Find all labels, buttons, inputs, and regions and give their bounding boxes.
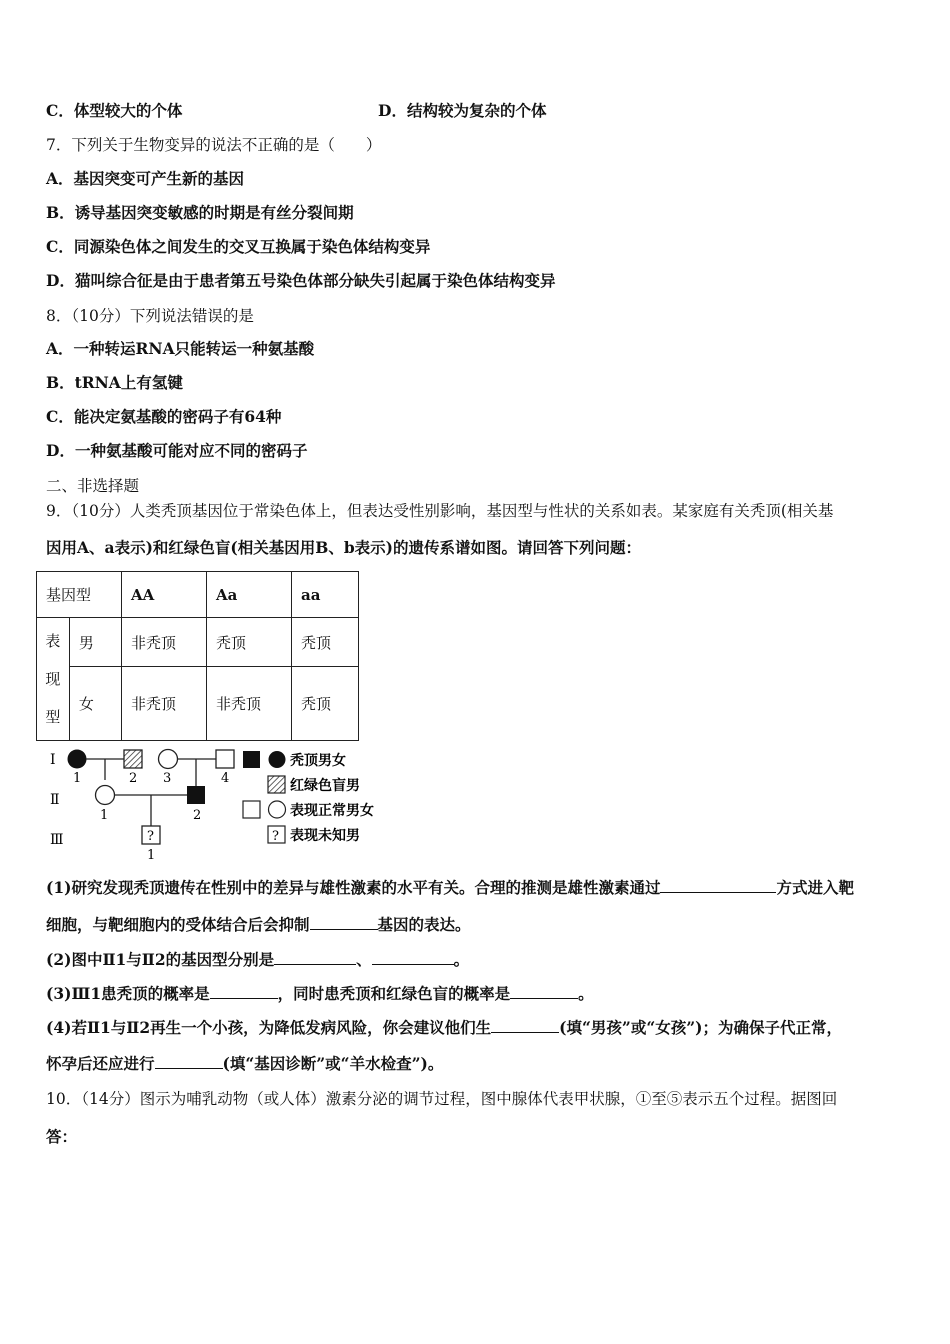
individual-number: 1 [147,848,156,863]
q10-stem-line2: 答： [46,1127,78,1146]
sex-cell: 男 [69,618,121,667]
individual-number: 4 [221,771,230,786]
legend-bald-male-symbol [243,751,260,768]
q7-option-d: D．猫叫综合征是由于患者第五号染色体部分缺失引起属于染色体结构变异 [46,271,556,290]
q6-option-d: D．结构较为复杂的个体 [378,101,547,120]
generation-label-2: Ⅱ [50,792,60,808]
answer-blank[interactable] [491,1018,559,1033]
q8-option-a: A．一种转运RNA只能转运一种氨基酸 [46,339,315,358]
q9-part4-line1 [46,1018,842,1038]
q10-stem-line1: 10．（14分）图示为哺乳动物（或人体）激素分泌的调节过程，图中腺体代表甲状腺，①至⑤表示五个过程。据图回 [46,1090,838,1108]
legend-unknown-label: 表现未知男 [290,828,360,844]
answer-blank[interactable] [510,984,578,999]
answer-blank[interactable] [310,915,378,930]
colorblind-male-symbol [124,750,142,768]
q7-option-a: A．基因突变可产生新的基因 [46,169,245,188]
legend-normal-male-symbol [243,801,260,818]
table-cell: 秃顶 [292,618,359,667]
affected-male-symbol [187,786,205,804]
individual-number: 2 [193,808,202,823]
q9-part4-text: 怀孕后还应进行 [46,1054,155,1073]
legend-normal-female-symbol [269,801,286,818]
q9-part1-text-tail: 方式进入靶 [776,878,854,897]
q8-stem: 8．（10分）下列说法错误的是 [46,307,254,325]
table-header-cell: 基因型 [37,572,122,618]
answer-blank[interactable] [372,950,454,965]
table-cell: 非秃顶 [122,667,207,741]
phenotype-label-cell [37,618,70,741]
normal-female-symbol [159,750,178,769]
individual-number: 1 [100,808,109,823]
period: 。 [453,950,470,969]
table-header-cell: AA [122,572,207,618]
q9-part1-line2 [46,915,471,935]
table-header-cell: aa [292,572,359,618]
q9-part1-text: (1)研究发现秃顶遗传在性别中的差异与雄性激素的水平有关。合理的推测是雄性激素通过 [46,878,661,897]
q9-part4-text-tail: (填“男孩”或“女孩”)；为确保子代正常， [559,1018,842,1037]
q7-option-b: B．诱导基因突变敏感的时期是有丝分裂间期 [46,203,354,222]
individual-number: 2 [129,771,138,786]
q8-option-c: C．能决定氨基酸的密码子有64种 [46,407,282,426]
separator: 、 [356,950,372,969]
sex-cell: 女 [69,667,121,741]
q9-stem-line1: 9．（10分）人类秃顶基因位于常染色体上，但表达受性别影响，基因型与性状的关系如表。某家庭有关秃顶(相关基 [46,502,834,520]
legend-colorblind-label: 红绿色盲男 [290,778,360,794]
pedigree-chart [36,742,396,866]
legend-bald-female-symbol [269,751,286,768]
phenotype-label-char: 表 [45,632,61,650]
answer-blank[interactable] [660,878,776,893]
table-row-female [37,667,359,741]
period: 。 [578,984,594,1003]
generation-label-1: Ⅰ [50,752,56,768]
q9-part1-text: 细胞，与靶细胞内的受体结合后会抑制 [46,915,310,934]
normal-female-symbol [96,786,115,805]
normal-male-symbol [216,750,234,768]
q9-part1-line1 [46,878,854,898]
q9-part3-text: (3)Ⅲ1患秃顶的概率是 [46,984,210,1003]
table-header-row [37,572,359,618]
individual-number: 3 [163,771,172,786]
phenotype-label-char: 现 [45,670,61,688]
affected-female-symbol [68,750,87,769]
q9-part4-line2 [46,1054,443,1074]
legend-colorblind-symbol [268,776,285,793]
legend-normal-label: 表现正常男女 [290,803,374,819]
table-cell: 非秃顶 [207,667,292,741]
answer-blank[interactable] [155,1054,223,1069]
q9-part3-text-mid: ，同时患秃顶和红绿色盲的概率是 [277,984,511,1003]
unknown-mark: ? [147,829,154,844]
q9-stem-line2: 因用A、a表示)和红绿色盲(相关基因用B、b表示)的遗传系谱如图。请回答下列问题： [46,538,642,557]
q9-part3 [46,984,594,1004]
section-heading: 二、非选择题 [46,477,140,495]
individual-number: 1 [73,771,82,786]
generation-label-3: Ⅲ [50,832,64,848]
table-cell: 秃顶 [292,667,359,741]
q9-part4-text: (4)若Ⅱ1与Ⅱ2再生一个小孩，为降低发病风险，你会建议他们生 [46,1018,492,1037]
q8-option-d: D．一种氨基酸可能对应不同的密码子 [46,441,308,460]
table-cell: 非秃顶 [122,618,207,667]
answer-blank[interactable] [274,950,356,965]
q9-part2 [46,950,469,970]
table-row-male [37,618,359,667]
table-cell: 秃顶 [207,618,292,667]
genotype-table [36,571,359,741]
q9-part4-text-tail: (填“基因诊断”或“羊水检查”)。 [222,1054,444,1073]
q9-part2-text: (2)图中Ⅱ1与Ⅱ2的基因型分别是 [46,950,275,969]
q9-part1-text-tail: 基因的表达。 [377,915,471,934]
q8-option-b: B．tRNA上有氢键 [46,373,183,392]
q7-option-c: C．同源染色体之间发生的交叉互换属于染色体结构变异 [46,237,431,256]
q6-option-c: C．体型较大的个体 [46,101,183,120]
legend-bald-label: 秃顶男女 [290,753,346,769]
q7-stem: 7．下列关于生物变异的说法不正确的是（ ） [46,136,382,154]
legend-unknown-mark: ? [272,829,279,844]
table-header-cell: Aa [207,572,292,618]
answer-blank[interactable] [210,984,278,999]
phenotype-label-char: 型 [45,708,61,726]
